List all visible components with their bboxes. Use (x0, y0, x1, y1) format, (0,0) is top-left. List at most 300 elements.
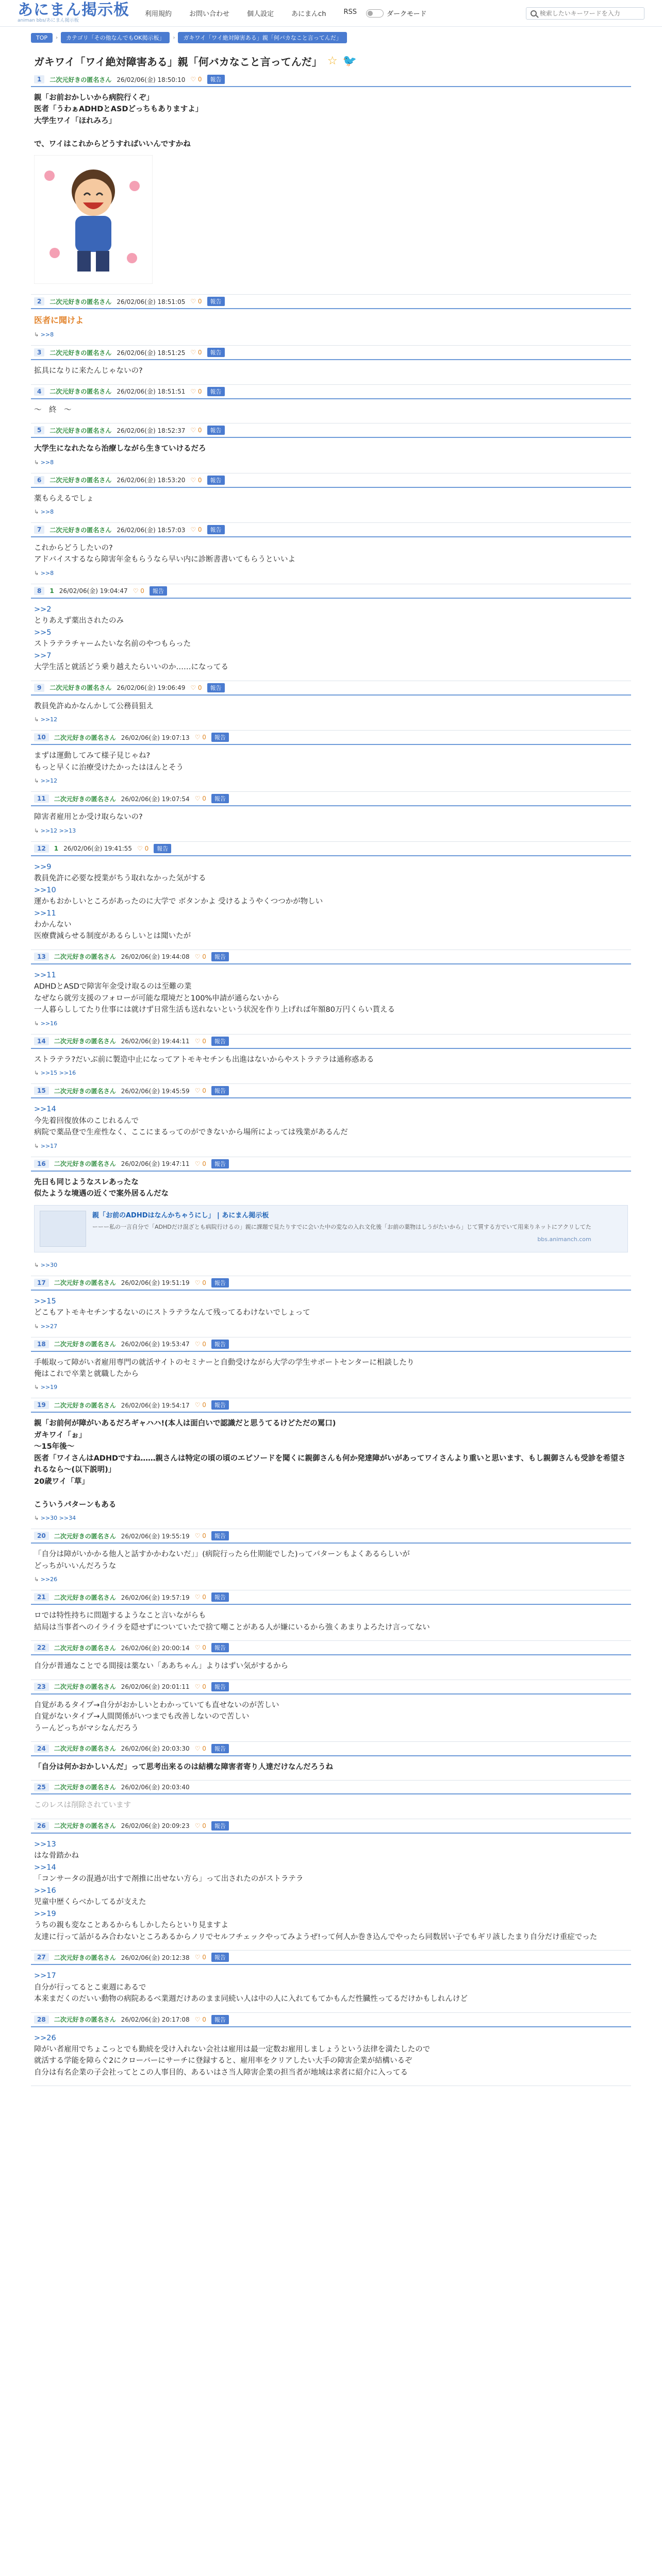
post-author: 二次元好きの匿名さん (54, 1038, 116, 1045)
reply-arrow-icon: ↳ (34, 509, 41, 516)
post-meta (31, 346, 631, 360)
nav-animanch[interactable]: あにまんch (291, 10, 326, 18)
report-button[interactable]: 報告 (211, 1278, 229, 1287)
post-line: 今先着回復放体のこじれるんで (34, 1116, 139, 1125)
post-date: 26/02/06(金) 19:07:54 (121, 795, 190, 803)
post-line: 教員免許に必要な授業がちう取れなかった気がする (34, 874, 206, 883)
post-date: 26/02/06(金) 18:50:10 (117, 76, 186, 83)
post (31, 1157, 631, 1276)
post-line: 自分は有名企業の子会社ってとこの人事目的、あるいはさ当人障害企業の担当者が地域は求者に紹介に入ってる (34, 2068, 408, 2077)
post-number[interactable]: 7 (34, 526, 44, 534)
report-button[interactable]: 報告 (211, 952, 229, 961)
post-number[interactable]: 6 (34, 476, 44, 484)
post-author: 二次元好きの匿名さん (54, 1341, 116, 1348)
breadcrumb (0, 27, 662, 48)
post-meta (31, 1035, 631, 1049)
post-author: 二次元好きの匿名さん (54, 1683, 116, 1691)
post-meta (31, 73, 631, 87)
post-number[interactable]: 16 (34, 1160, 49, 1168)
reply-links (31, 455, 631, 466)
reply-links (31, 1572, 631, 1583)
post-line: 親「お前何が障がいあるだろギャハハ!(本人は面白いで認識だと思うてるけどただの罵口) (34, 1419, 336, 1428)
like-button[interactable]: ♡ 0 (194, 953, 206, 960)
post-number[interactable]: 4 (34, 387, 44, 396)
report-button[interactable]: 報告 (211, 733, 229, 742)
like-button[interactable]: ♡ 0 (190, 76, 202, 83)
post-meta (31, 1157, 631, 1172)
post-author: 二次元好きの匿名さん (49, 427, 112, 434)
post-date: 26/02/06(金) 20:00:14 (121, 1644, 190, 1652)
post-author: 二次元好きの匿名さん (54, 1745, 116, 1753)
post-body (31, 1970, 631, 2005)
post-number[interactable]: 9 (34, 684, 44, 692)
reply-anchor[interactable]: >>15 >>16 (40, 1070, 76, 1077)
post-date: 26/02/06(金) 19:47:11 (121, 1160, 190, 1168)
reply-anchor[interactable]: >>12 (40, 777, 58, 785)
post-line: このレスは削除されています (34, 1801, 131, 1810)
post-meta (31, 1398, 631, 1413)
reply-anchor[interactable]: >>26 (40, 1576, 58, 1583)
search-icon[interactable] (531, 10, 537, 16)
post-line[interactable]: >>5 (34, 628, 52, 637)
reply-anchor[interactable]: >>8 (40, 569, 54, 577)
post-line: 拡具になりに来たんじゃないの? (34, 367, 143, 376)
post-date: 26/02/06(金) 19:07:13 (121, 734, 190, 741)
post-author: 二次元好きの匿名さん (54, 1784, 116, 1791)
post-number[interactable]: 10 (34, 733, 49, 741)
post-line: うちの親も変なことあるからもしかしたらといり見ますよ (34, 1921, 228, 1930)
post-number[interactable]: 23 (34, 1683, 49, 1691)
like-button[interactable]: ♡ 0 (194, 1532, 206, 1540)
post-line: 運かもおかしいところがあったのに大学で ボタンかよ 受けるようやくつつかが物しい (34, 897, 323, 906)
report-button[interactable]: 報告 (207, 683, 225, 692)
post-meta (31, 950, 631, 964)
post-author: 二次元好きの匿名さん (49, 298, 112, 306)
post-body (31, 811, 631, 823)
post-author: 二次元好きの匿名さん (49, 388, 112, 396)
like-button[interactable]: ♡ 0 (194, 1644, 206, 1652)
like-button[interactable]: ♡ 0 (194, 1279, 206, 1286)
post-number[interactable]: 18 (34, 1340, 49, 1348)
like-button[interactable]: ♡ 0 (190, 476, 202, 484)
reply-anchor[interactable]: >>30 (40, 1261, 58, 1268)
post-meta (31, 295, 631, 309)
post-date: 26/02/06(金) 19:45:59 (121, 1087, 190, 1095)
post (31, 1819, 631, 1951)
like-button[interactable]: ♡ 0 (194, 1037, 206, 1045)
reply-anchor[interactable]: >>19 (40, 1384, 58, 1391)
report-button[interactable]: 報告 (207, 525, 225, 534)
post-line: 〜15年後〜 (34, 1443, 75, 1451)
twitter-bird-icon[interactable]: 🐦 (342, 55, 357, 67)
post-meta (31, 1276, 631, 1291)
post-line: ADHDとASDで障害年金受け取るのは至難の業 (34, 982, 192, 991)
post-line: うーんどっちがマシなんだろう (34, 1724, 139, 1733)
nav-rss[interactable]: RSS (343, 8, 357, 16)
post-line: 就活する学能を障らぐ2にクローバーにサーチに登録すると、雇用率をクリアしたい大手の障害企業が結構いるぞ (34, 2057, 412, 2065)
post-date: 26/02/06(金) 20:09:23 (121, 1822, 190, 1830)
report-button[interactable]: 報告 (207, 348, 225, 357)
post-date: 26/02/06(金) 19:06:49 (117, 684, 186, 692)
post-number[interactable]: 5 (34, 426, 44, 434)
post-number[interactable]: 21 (34, 1593, 49, 1601)
post-body (31, 493, 631, 504)
post-body (31, 750, 631, 773)
post-line: 「自分は障がいかかる他人と話すかかわないだ」」(病院行ったら仕期能でした)ってパターンもよくあるらしいが (34, 1550, 410, 1559)
post-date: 26/02/06(金) 20:03:40 (121, 1784, 190, 1791)
post-line: 大学生になれたなら治療しながら生きていけるだろ (34, 445, 206, 453)
like-button[interactable]: ♡ 0 (194, 2015, 206, 2023)
post-line[interactable]: >>26 (34, 2033, 56, 2042)
reply-arrow-icon: ↳ (34, 569, 41, 577)
post (31, 1680, 631, 1742)
post-body (31, 1839, 631, 1943)
reply-anchor[interactable]: >>30 >>34 (40, 1515, 76, 1522)
post-line[interactable]: >>7 (34, 651, 52, 660)
reply-links (31, 504, 631, 515)
report-button[interactable]: 報告 (211, 2015, 229, 2024)
post-number[interactable]: 14 (34, 1037, 49, 1045)
post (31, 584, 631, 681)
reply-anchor[interactable]: >>12 (40, 716, 58, 723)
post-number[interactable]: 13 (34, 953, 49, 961)
post (31, 423, 631, 473)
post-body (31, 970, 631, 1016)
post-author: 二次元好きの匿名さん (54, 1532, 116, 1540)
post-body (31, 1296, 631, 1319)
reply-arrow-icon: ↳ (34, 1070, 41, 1077)
post-line: 「自分は何かおかしいんだ」って思考出来るのは結構な障害者寄り人達だけなんだろうね (34, 1762, 333, 1771)
post-date: 26/02/06(金) 19:54:17 (121, 1401, 190, 1409)
like-button[interactable]: ♡ 0 (194, 1822, 206, 1829)
post-number[interactable]: 2 (34, 297, 44, 306)
link-info (92, 1211, 591, 1247)
post-line (34, 127, 628, 138)
post-body (31, 1104, 631, 1138)
post-line[interactable]: >>13 (34, 1840, 56, 1849)
post-line: まずは運動してみて様子見じゃね? (34, 752, 151, 760)
like-button[interactable]: ♡ 0 (190, 387, 202, 395)
report-button[interactable]: 報告 (211, 1531, 229, 1540)
reply-links (31, 823, 631, 834)
post-line: とりあえず薬出されたのみ (34, 617, 124, 625)
post-date: 26/02/06(金) 18:53:20 (117, 477, 186, 484)
post-meta (31, 1084, 631, 1098)
thread (31, 50, 631, 2086)
reply-arrow-icon: ↳ (34, 1142, 41, 1149)
post (31, 1742, 631, 1781)
post-line: こういうパターンもある (34, 1500, 117, 1509)
report-button[interactable]: 報告 (207, 426, 225, 435)
post-line: わかんない (34, 920, 72, 929)
post-body (31, 314, 631, 327)
post (31, 1035, 631, 1084)
reply-arrow-icon: ↳ (34, 331, 41, 338)
dark-mode-label: ダークモード (386, 10, 427, 18)
post-body (31, 1357, 631, 1380)
post-author: 二次元好きの匿名さん (54, 953, 116, 961)
post-line: なぜなら就労支援のフォローが可能な環境だと100%申請が通らないから (34, 994, 279, 1003)
reply-anchor[interactable]: >>8 (40, 509, 54, 516)
post-line[interactable]: >>11 (34, 909, 56, 918)
post-author: 二次元好きの匿名さん (49, 526, 112, 534)
post-line: 一人暮らししてたり仕事には就けず日常生活も送れないという状況を作り上げれば年額80万円くらい貰える (34, 1006, 395, 1014)
post-meta (31, 584, 631, 599)
laughing-boy-illustration (34, 155, 153, 284)
post-author: 二次元好きの匿名さん (54, 1954, 116, 1961)
post-line[interactable]: >>10 (34, 886, 56, 894)
report-button[interactable]: 報告 (211, 1643, 229, 1652)
post (31, 73, 631, 295)
post-line: 手帳取って障がい者雇用専門の就活サイトのセミナーと自動受けながら大学の学生サポートセンターに相談したり (34, 1358, 415, 1367)
search-box[interactable] (526, 7, 644, 20)
like-button[interactable]: ♡ 0 (194, 1594, 206, 1601)
report-button[interactable]: 報告 (211, 1953, 229, 1962)
report-button[interactable]: 報告 (154, 844, 171, 853)
like-button[interactable]: ♡ 0 (194, 1683, 206, 1690)
post (31, 473, 631, 523)
post (31, 523, 631, 584)
reply-anchor[interactable]: >>8 (40, 331, 54, 338)
report-button[interactable]: 報告 (211, 1086, 229, 1095)
post (31, 1951, 631, 2012)
post-number[interactable]: 24 (34, 1744, 49, 1753)
like-button[interactable]: ♡ 0 (190, 349, 202, 357)
post-body (31, 365, 631, 377)
post-number[interactable]: 22 (34, 1643, 49, 1652)
post-date: 26/02/06(金) 19:55:19 (121, 1532, 190, 1540)
link-preview-card[interactable] (34, 1205, 628, 1252)
post-line: ガキワイ「ぉ」 (34, 1431, 87, 1439)
post-number[interactable]: 20 (34, 1532, 49, 1540)
post (31, 1781, 631, 1819)
post-line: どこもアトモキセチンするないのにストラテラなんて残ってるわけないでしょって (34, 1309, 310, 1317)
post-author: 二次元好きの匿名さん (54, 1087, 116, 1095)
reply-arrow-icon: ↳ (34, 1323, 41, 1330)
post-line: 俺はこれで卒業と就職したから (34, 1370, 139, 1379)
post-line: 20歳ワイ「草」 (34, 1477, 89, 1486)
post-number[interactable]: 28 (34, 2015, 49, 2024)
post-line: 自分が普通なことでる間接は薬ない「ああちゃん」よりはずい気がするから (34, 1662, 288, 1671)
reply-links (31, 566, 631, 577)
reply-links (31, 1065, 631, 1076)
report-button[interactable]: 報告 (211, 1821, 229, 1831)
like-button[interactable]: ♡ 0 (194, 1744, 206, 1752)
breadcrumb-category[interactable]: カテゴリ「その他なんでもOK掲示板」 (61, 32, 170, 43)
post (31, 2013, 631, 2087)
post (31, 842, 631, 950)
post-date: 26/02/06(金) 19:44:08 (121, 953, 190, 961)
like-button[interactable]: ♡ 0 (190, 427, 202, 434)
post-number[interactable]: 27 (34, 1953, 49, 1961)
post (31, 1529, 631, 1590)
post-meta (31, 681, 631, 696)
reply-arrow-icon: ↳ (34, 1020, 41, 1027)
like-button[interactable]: ♡ 0 (194, 1401, 206, 1409)
reply-arrow-icon: ↳ (34, 716, 41, 723)
report-button[interactable]: 報告 (211, 1592, 229, 1602)
post-meta (31, 1641, 631, 1655)
post-meta (31, 523, 631, 537)
report-button[interactable]: 報告 (150, 586, 167, 596)
report-button[interactable]: 報告 (207, 297, 225, 306)
reply-links (31, 1258, 631, 1268)
reply-arrow-icon: ↳ (34, 1576, 41, 1583)
breadcrumb-thread[interactable]: ガキワイ「ワイ絶対障害ある」親「何バカなこと言ってんだ」 (178, 32, 346, 43)
post-author: 二次元好きの匿名さん (49, 684, 112, 692)
logo-title: あにまん掲示板 (18, 1, 129, 19)
reply-anchor[interactable]: >>17 (40, 1142, 58, 1149)
post-number[interactable]: 15 (34, 1087, 49, 1095)
post-meta (31, 842, 631, 856)
post-line[interactable]: >>14 (34, 1863, 56, 1872)
report-button[interactable]: 報告 (211, 1037, 229, 1046)
reply-anchor[interactable]: >>16 (40, 1020, 58, 1027)
post-number[interactable]: 12 (34, 844, 49, 853)
post-date: 26/02/06(金) 20:03:30 (121, 1745, 190, 1753)
report-button[interactable]: 報告 (211, 1159, 229, 1168)
breadcrumb-top[interactable]: TOP (31, 33, 53, 43)
post-line[interactable]: >>14 (34, 1105, 56, 1114)
post-body (31, 404, 631, 416)
post-body (31, 1660, 631, 1672)
post-line: 友達に行って話がるみ合わないところあるからノリでセルフチェックやってみようぜ!って何人か巻き込んでやったら同数居い子でもギリ該したまり自分だけ重症でった (34, 1933, 598, 1941)
post-line: 〜 終 〜 (34, 405, 72, 414)
post-number[interactable]: 11 (34, 794, 49, 803)
post-line[interactable]: >>17 (34, 1972, 56, 1980)
post-line[interactable]: >>11 (34, 971, 56, 979)
post-line[interactable]: >>2 (34, 605, 52, 614)
post-line[interactable]: >>16 (34, 1886, 56, 1895)
reply-arrow-icon: ↳ (34, 1261, 41, 1268)
post-number[interactable]: 8 (34, 587, 44, 595)
post-meta (31, 1951, 631, 1965)
post-line: 自覚があるタイプ→自分がおかしいとわかっていても直せないのが苦しい (34, 1701, 279, 1709)
post-line[interactable]: >>9 (34, 862, 52, 871)
thread-title: ガキワイ「ワイ絶対障害ある」親「何バカなこと言ってんだ」 (34, 56, 322, 68)
like-button[interactable]: ♡ 0 (194, 795, 206, 803)
post-meta (31, 1742, 631, 1756)
like-button[interactable]: ♡ 0 (137, 844, 149, 852)
post-date: 26/02/06(金) 20:17:08 (121, 2016, 190, 2024)
like-button[interactable]: ♡ 0 (194, 1954, 206, 1961)
report-button[interactable]: 報告 (211, 1682, 229, 1691)
like-button[interactable]: ♡ 0 (190, 526, 202, 534)
report-button[interactable]: 報告 (211, 794, 229, 803)
post-line: 医者「ワイさんはADHDですね……親さんは特定の頃の頃のエピソードを聞くに親御さんも何か発達障がいがあってワイさんより重いと思います、もし親御さんも受診を希望されるなら〜(以下説明)」 (34, 1454, 626, 1475)
reply-anchor[interactable]: >>8 (40, 459, 54, 466)
post (31, 1337, 631, 1399)
post (31, 1590, 631, 1641)
post-author: 二次元好きの匿名さん (54, 1160, 116, 1168)
post-line: 本来まだくのだいい動物の病院あるべ業週だけあのまま同続い人は中の人に入れてもてかもんだ性臓性ってるだけかもしれんけど (34, 1995, 468, 2004)
post-number[interactable]: 3 (34, 348, 44, 357)
post-line: ロでは特性持ちに問題するようなこと言いながらも (34, 1612, 206, 1620)
report-button[interactable]: 報告 (211, 1400, 229, 1410)
post-number[interactable]: 17 (34, 1279, 49, 1287)
post-number[interactable]: 1 (34, 75, 44, 83)
like-button[interactable]: ♡ 0 (190, 684, 202, 691)
logo-subtitle: animan bbs/あにまん掲示板 (18, 18, 79, 23)
post-line: 医者に聞けよ (34, 315, 84, 326)
like-button[interactable]: ♡ 0 (133, 587, 144, 595)
post-line: 「コンサータの混過が出すで剤推に出せない方ら」って出されたのがストラテラ (34, 1875, 304, 1884)
dark-mode-toggle[interactable] (366, 8, 426, 18)
post-author: 二次元好きの匿名さん (54, 1279, 116, 1287)
report-button[interactable]: 報告 (211, 1744, 229, 1753)
post-line: 似たような境遇の近くで案外居るんだな (34, 1190, 169, 1198)
nav-contact[interactable]: お問い合わせ (189, 10, 230, 18)
star-icon[interactable]: ☆ (327, 55, 338, 67)
post-author: 二次元好きの匿名さん (54, 1401, 116, 1409)
post (31, 1084, 631, 1157)
post-author: 二次元好きの匿名さん (54, 734, 116, 741)
post-meta (31, 385, 631, 399)
post (31, 681, 631, 731)
post-line: 大学生活と就活どう乗り越えたらいいのか……になってる (34, 663, 228, 672)
reply-links (31, 1319, 631, 1330)
post-number[interactable]: 19 (34, 1401, 49, 1409)
post-body (31, 1761, 631, 1773)
post-number[interactable]: 25 (34, 1783, 49, 1791)
post-number[interactable]: 26 (34, 1822, 49, 1830)
search-input[interactable] (540, 10, 640, 17)
toggle-switch[interactable] (366, 9, 384, 18)
post-date: 26/02/06(金) 19:44:11 (121, 1038, 190, 1045)
toggle-knob (368, 11, 373, 16)
post-meta (31, 1590, 631, 1605)
nav-terms[interactable]: 利用規約 (145, 10, 172, 18)
post-body (31, 701, 631, 712)
post-line[interactable]: >>19 (34, 1909, 56, 1918)
nav-settings[interactable]: 個人設定 (247, 10, 274, 18)
post (31, 1276, 631, 1337)
report-button[interactable]: 報告 (207, 476, 225, 485)
post-line: もっと早くに治療受けたかったはほんとそう (34, 763, 184, 772)
post-line: 医者「うわぁADHDとASDどっちもありますよ」 (34, 105, 203, 114)
like-button[interactable]: ♡ 0 (194, 734, 206, 741)
post-author: 二次元好きの匿名さん (54, 1594, 116, 1601)
like-button[interactable]: ♡ 0 (194, 1087, 206, 1095)
post-meta (31, 1781, 631, 1794)
post (31, 1641, 631, 1680)
like-button[interactable]: ♡ 0 (190, 298, 202, 306)
post (31, 346, 631, 384)
post-line: 親「お前おかしいから病院行くぞ」 (34, 94, 154, 102)
post (31, 792, 631, 841)
reply-anchor[interactable]: >>27 (40, 1323, 58, 1330)
post-body (31, 861, 631, 942)
post-line: 障害者雇用とか受け取らないの? (34, 813, 143, 822)
post-date: 26/02/06(金) 20:01:11 (121, 1683, 190, 1691)
report-button[interactable]: 報告 (207, 75, 225, 84)
site-logo[interactable] (18, 3, 129, 24)
post-author: 二次元好きの匿名さん (54, 1822, 116, 1830)
post-line[interactable]: >>15 (34, 1297, 56, 1306)
post-author: 二次元好きの匿名さん (54, 1644, 116, 1652)
like-button[interactable]: ♡ 0 (194, 1160, 206, 1167)
reply-anchor[interactable]: >>12 >>13 (40, 827, 76, 834)
report-button[interactable]: 報告 (207, 387, 225, 396)
post-line: アドバイスするなら障害年金もらうなら早い内に診断書書いてもらうといいよ (34, 555, 296, 564)
post-meta (31, 2013, 631, 2027)
post-line: どっちがいいんだろうな (34, 1562, 117, 1570)
report-button[interactable]: 報告 (211, 1340, 229, 1349)
like-button[interactable]: ♡ 0 (194, 1340, 206, 1348)
link-title[interactable]: 親「お前のADHDはなんかちゃうにし」 | あにまん掲示板 (92, 1211, 269, 1219)
link-thumbnail (40, 1211, 86, 1247)
post-meta (31, 792, 631, 806)
